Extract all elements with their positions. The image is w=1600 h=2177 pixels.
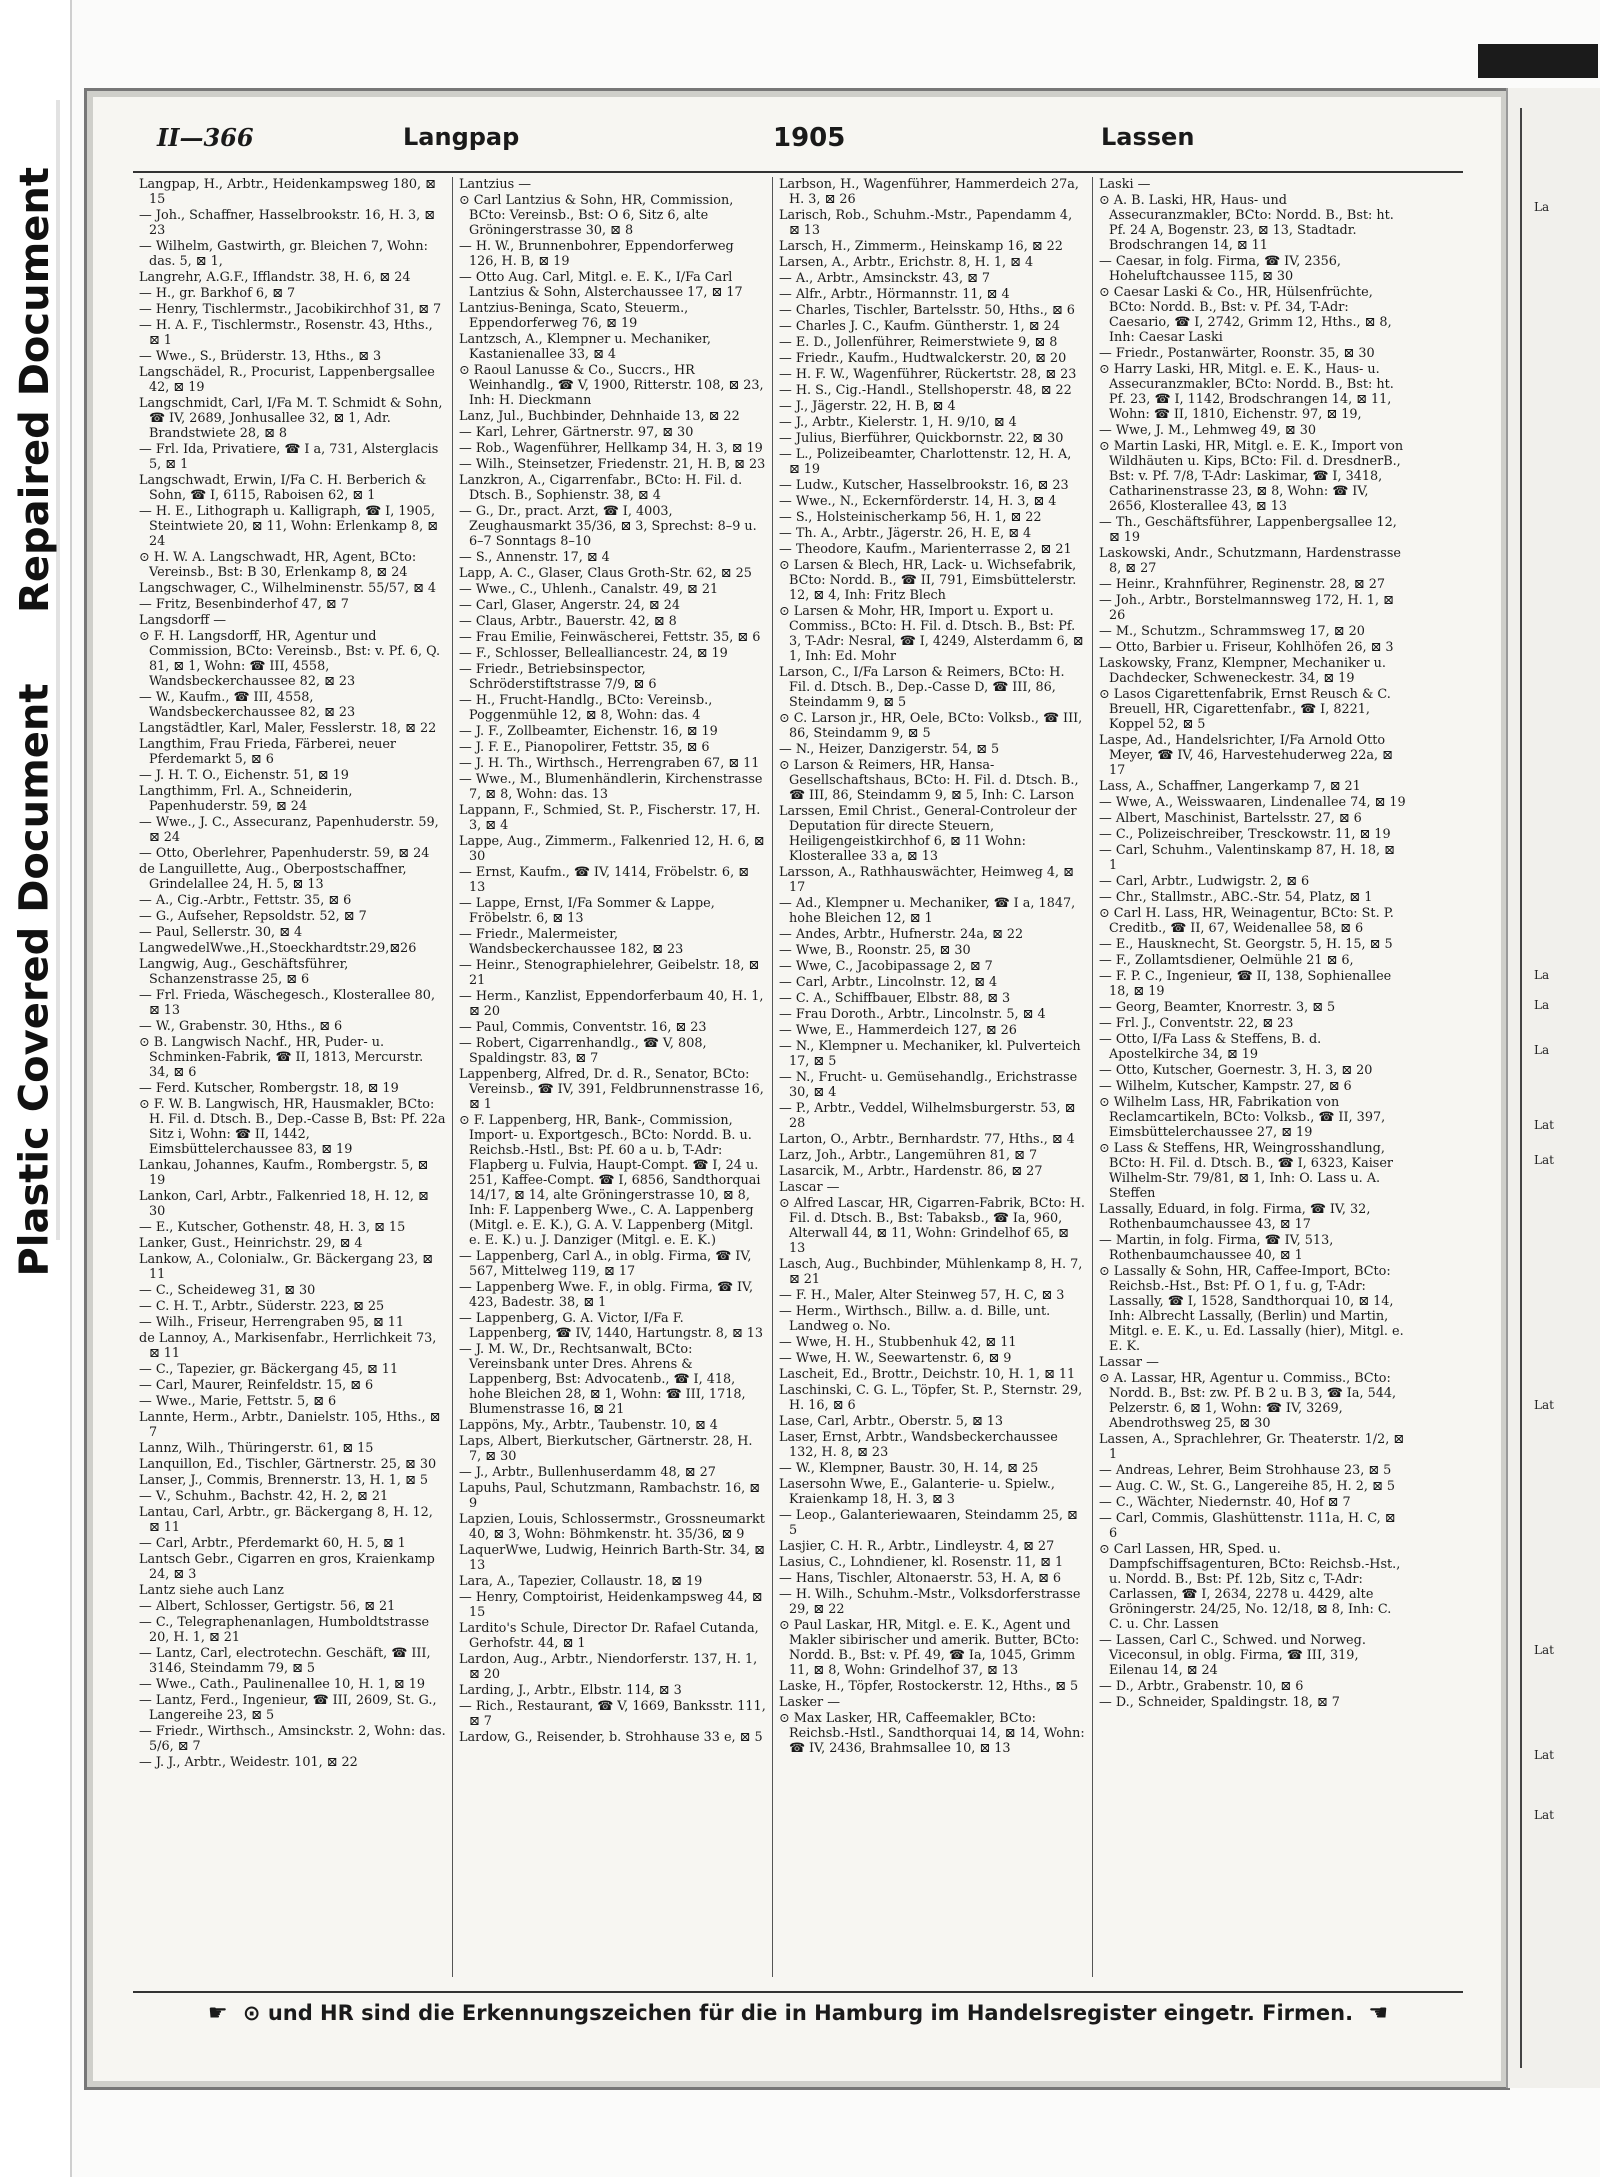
directory-entry: Larbson, H., Wagenführer, Hammerdeich 27a, H. 3, ⊠ 26 [779, 177, 1079, 207]
directory-entry: — Lantz, Carl, electrotechn. Geschäft, ☎ III, 3146, Steindamm 79, ⊠ 5 [139, 1646, 431, 1676]
directory-entry: — F., Zollamtsdiener, Oelmühle 21 ⊠ 6, [1099, 953, 1354, 968]
directory-entry: Lappann, F., Schmied, St. P., Fischerstr. 17, H. 3, ⊠ 4 [459, 803, 761, 833]
directory-entry: — Frl. Frieda, Wäschegesch., Klosterallee 80, ⊠ 13 [139, 988, 436, 1018]
register-footnote [133, 1991, 1463, 2033]
directory-entry: de Languillette, Aug., Oberpostschaffner, Grindelallee 24, H. 5, ⊠ 13 [139, 862, 407, 892]
directory-entry: — H. F. W., Wagenführer, Rückertstr. 28, ⊠ 23 [779, 367, 1077, 382]
directory-entry: — Hans, Tischler, Altonaerstr. 53, H. A, ⊠ 6 [779, 1571, 1062, 1586]
directory-entry: — Lantz, Ferd., Ingenieur, ☎ III, 2609, St. G., Langereihe 23, ⊠ 5 [139, 1693, 437, 1723]
directory-entry: — Otto Aug. Carl, Mitgl. e. E. K., I/Fa Carl Lantzius & Sohn, Alsterchaussee 17, ⊠ 17 [459, 270, 743, 300]
directory-entry: — C., Scheideweg 31, ⊠ 30 [139, 1283, 316, 1298]
directory-entry: ⊙ H. W. A. Langschwadt, HR, Agent, BCto: Vereinsb., Bst: B 30, Erlenkamp 8, ⊠ 24 [139, 550, 417, 580]
directory-entry: Lantau, Carl, Arbtr., gr. Bäckergang 8, H. 12, ⊠ 11 [139, 1505, 433, 1535]
directory-entry: — Paul, Sellerstr. 30, ⊠ 4 [139, 925, 303, 940]
directory-entry: — Lassen, Carl C., Schwed. und Norweg. Viceconsul, in oblg. Firma, ☎ III, 319, Eilenau 14, ⊠ 24 [1099, 1633, 1366, 1678]
directory-entry: — H. S., Cig.-Handl., Stellshoperstr. 48, ⊠ 22 [779, 383, 1072, 398]
directory-entry: Lasarcik, M., Arbtr., Hardenstr. 86, ⊠ 27 [779, 1164, 1043, 1179]
directory-entry: — Friedr., Betriebsinspector, Schröderstiftstrasse 7/9, ⊠ 6 [459, 662, 657, 692]
directory-entry: — Wwe, C., Jacobipassage 2, ⊠ 7 [779, 959, 993, 974]
directory-entry: — W., Grabenstr. 30, Hths., ⊠ 6 [139, 1019, 343, 1034]
edge-fragment: La [1534, 998, 1550, 1012]
directory-entry: Lannte, Herm., Arbtr., Danielstr. 105, Hths., ⊠ 7 [139, 1410, 441, 1440]
directory-entry: ⊙ F. Lappenberg, HR, Bank-, Commission, Import- u. Exportgesch., BCto: Nordd. B. u. Reichsb.-Hstl., Bst: Pf. 60 a u. b, T-Adr: Flapberg u. Fulvia, Haupt-Compt. ☎ I, 24 u. 251, Kaffee-Compt. ☎ I, 6856, Sandthorquai 14/17, ⊠ 14, alte Gröningerstrasse 10, ⊠ 8, Inh: F. Lappenberg Wwe., C. A. Lappenberg (Mitgl. e. E. K.), G. A. V. Lappenberg (Mitgl. e. E. K.) u. J. Danziger (Mitgl. e. E. K.) [459, 1113, 761, 1248]
directory-entry: — Albert, Maschinist, Bartelsstr. 27, ⊠ 6 [1099, 811, 1362, 826]
directory-entry: — Rich., Restaurant, ☎ V, 1669, Banksstr. 111, ⊠ 7 [459, 1699, 766, 1729]
directory-entry: Lanquillon, Ed., Tischler, Gärtnerstr. 25, ⊠ 30 [139, 1457, 437, 1472]
directory-entry: Lassally, Eduard, in folg. Firma, ☎ IV, 32, Rothenbaumchaussee 43, ⊠ 17 [1099, 1202, 1371, 1232]
directory-entry: — Carl, Arbtr., Lincolnstr. 12, ⊠ 4 [779, 975, 998, 990]
directory-entry: ⊙ Paul Laskar, HR, Mitgl. e. E. K., Agent und Makler sibirischer und amerik. Butter, BCto: Nordd. B., Bst: v. Pf. 49, ☎ Ia, 1045, Grimm 11, ⊠ 8, Wohn: Grindelhof 37, ⊠ 13 [779, 1618, 1080, 1678]
directory-entry: — Th., Geschäftsführer, Lappenbergsallee 12, ⊠ 19 [1099, 515, 1397, 545]
directory-entry: ⊙ Raoul Lanusse & Co., Succrs., HR Weinhandlg., ☎ V, 1900, Ritterstr. 108, ⊠ 23, Inh: H. Dieckmann [459, 363, 764, 408]
directory-entry: — W., Klempner, Baustr. 30, H. 14, ⊠ 25 [779, 1461, 1039, 1476]
directory-entry: Lassen, A., Sprachlehrer, Gr. Theaterstr. 1/2, ⊠ 1 [1099, 1432, 1405, 1462]
directory-entry: — V., Schuhm., Bachstr. 42, H. 2, ⊠ 21 [139, 1489, 389, 1504]
directory-entry: — J., Jägerstr. 22, H. B, ⊠ 4 [779, 399, 956, 414]
directory-entry: — H., gr. Barkhof 6, ⊠ 7 [139, 286, 296, 301]
directory-entry: Lardon, Aug., Arbtr., Niendorferstr. 137, H. 1, ⊠ 20 [459, 1652, 758, 1682]
directory-entry: — H. E., Lithograph u. Kalligraph, ☎ I, 1905, Steintwiete 20, ⊠ 11, Wohn: Erlenkamp 8, ⊠ 24 [139, 504, 438, 549]
directory-entry: ⊙ Carl Lantzius & Sohn, HR, Commission, BCto: Vereinsb., Bst: O 6, Sitz 6, alte Gröningerstrasse 30, ⊠ 8 [459, 193, 734, 238]
directory-entry: — Leop., Galanteriewaaren, Steindamm 25, ⊠ 5 [779, 1508, 1078, 1538]
directory-entry: Laski — [1099, 177, 1151, 192]
directory-entry: Lapp, A. C., Glaser, Claus Groth-Str. 62, ⊠ 25 [459, 566, 752, 581]
directory-entry: Lankon, Carl, Arbtr., Falkenried 18, H. 12, ⊠ 30 [139, 1189, 429, 1219]
directory-entry: — Theodore, Kaufm., Marienterrasse 2, ⊠ 21 [779, 542, 1072, 557]
edge-fragment: Lat [1534, 1808, 1554, 1822]
running-head [133, 119, 1463, 173]
directory-entry: — Wilhelm, Kutscher, Kampstr. 27, ⊠ 6 [1099, 1079, 1352, 1094]
directory-entry: Lantzius — [459, 177, 532, 192]
directory-entry: — Carl, Arbtr., Ludwigstr. 2, ⊠ 6 [1099, 874, 1310, 889]
directory-entry: — Friedr., Postanwärter, Roonstr. 35, ⊠ 30 [1099, 346, 1375, 361]
directory-entry: — N., Heizer, Danzigerstr. 54, ⊠ 5 [779, 742, 1000, 757]
edge-fragment: La [1534, 968, 1550, 982]
directory-entry: — S., Annenstr. 17, ⊠ 4 [459, 550, 610, 565]
directory-entry: — Carl, Arbtr., Pferdemarkt 60, H. 5, ⊠ 1 [139, 1536, 406, 1551]
directory-entry: — J., Arbtr., Bullenhuserdamm 48, ⊠ 27 [459, 1465, 716, 1480]
directory-entry: — Herm., Wirthsch., Billw. a. d. Bille, unt. Landweg o. No. [779, 1304, 1051, 1334]
directory-entry: Larding, J., Arbtr., Elbstr. 114, ⊠ 3 [459, 1683, 682, 1698]
directory-entry: — Henry, Comptoirist, Heidenkampsweg 44, ⊠ 15 [459, 1590, 763, 1620]
column-3 [773, 177, 1093, 1977]
directory-entry: Lanz, Jul., Buchbinder, Dehnhaide 13, ⊠ 22 [459, 409, 740, 424]
directory-entry: — A., Cig.-Arbtr., Fettstr. 35, ⊠ 6 [139, 893, 352, 908]
directory-entry: — C., Wächter, Niedernstr. 40, Hof ⊠ 7 [1099, 1495, 1351, 1510]
directory-entry: — Lappenberg Wwe. F., in oblg. Firma, ☎ IV, 423, Badestr. 38, ⊠ 1 [459, 1280, 754, 1310]
directory-entry: — Karl, Lehrer, Gärtnerstr. 97, ⊠ 30 [459, 425, 694, 440]
directory-entry: — Alfr., Arbtr., Hörmannstr. 11, ⊠ 4 [779, 287, 1010, 302]
pointing-hand-icon: ☛ [207, 2001, 228, 2026]
directory-entry: Lass, A., Schaffner, Langerkamp 7, ⊠ 21 [1099, 779, 1361, 794]
directory-entry: — Wwe., M., Blumenhändlerin, Kirchenstrasse 7, ⊠ 8, Wohn: das. 13 [459, 772, 763, 802]
directory-entry: — Wwe, J. M., Lehmweg 49, ⊠ 30 [1099, 423, 1316, 438]
directory-entry: Lappöns, My., Arbtr., Taubenstr. 10, ⊠ 4 [459, 1418, 718, 1433]
directory-entry: ⊙ Larsen & Blech, HR, Lack- u. Wichsefabrik, BCto: Nordd. B., ☎ II, 791, Eimsbüttelerstr. 12, ⊠ 4, Inh: Fritz Blech [779, 558, 1077, 603]
directory-entry: — Frl. J., Conventstr. 22, ⊠ 23 [1099, 1016, 1294, 1031]
directory-page [84, 88, 1510, 2090]
directory-entry: — Friedr., Malermeister, Wandsbeckerchaussee 182, ⊠ 23 [459, 927, 684, 957]
directory-entry: — F. H., Maler, Alter Steinweg 57, H. C, ⊠ 3 [779, 1288, 1065, 1303]
directory-entry: — Otto, Kutscher, Goernestr. 3, H. 3, ⊠ 20 [1099, 1063, 1373, 1078]
directory-entry: — J. H. Th., Wirthsch., Herrengraben 67, ⊠ 11 [459, 756, 760, 771]
directory-entry: ⊙ Lasos Cigarettenfabrik, Ernst Reusch & C. Breuell, HR, Cigarettenfabr., ☎ I, 8221, Koppel 52, ⊠ 5 [1099, 687, 1391, 732]
edge-fragment: Lat [1534, 1118, 1554, 1132]
page-number: II—366 [157, 123, 254, 152]
directory-entry: — Caesar, in folg. Firma, ☎ IV, 2356, Hoheluftchaussee 115, ⊠ 30 [1099, 254, 1341, 284]
edge-fragment: La [1534, 200, 1550, 214]
directory-entry: — Andes, Arbtr., Hufnerstr. 24a, ⊠ 22 [779, 927, 1024, 942]
adjacent-page-edge [1506, 88, 1600, 2088]
directory-entry: — Georg, Beamter, Knorrestr. 3, ⊠ 5 [1099, 1000, 1336, 1015]
directory-entry: Lantzius-Beninga, Scato, Steuerm., Eppendorferweg 76, ⊠ 19 [459, 301, 689, 331]
directory-entry: — Carl, Schuhm., Valentinskamp 87, H. 18, ⊠ 1 [1099, 843, 1395, 873]
directory-entry: Laske, H., Töpfer, Rostockerstr. 12, Hths., ⊠ 5 [779, 1679, 1079, 1694]
directory-entry: — C., Polizeischreiber, Tresckowstr. 11, ⊠ 19 [1099, 827, 1391, 842]
page-content [133, 119, 1463, 2059]
directory-entry: — W., Kaufm., ☎ III, 4558, Wandsbeckerchaussee 82, ⊠ 23 [139, 690, 356, 720]
directory-entry: Lardow, G., Reisender, b. Strohhause 33 e, ⊠ 5 [459, 1730, 763, 1745]
directory-entry: ⊙ Carl Lassen, HR, Sped. u. Dampfschiffsagenturen, BCto: Reichsb.-Hst., u. Nordd. B., Bst: Pf. 12b, Sitz c, T-Adr: Carlassen, ☎ I, 2634, 2278 u. 4429, alte Gröningerstr. 24/25, No. 12/18, ⊠ 8, Inh: C. C. u. Chr. Lassen [1099, 1542, 1401, 1632]
edge-fragment: Lat [1534, 1153, 1554, 1167]
directory-entry: Lappe, Aug., Zimmerm., Falkenried 12, H. 6, ⊠ 30 [459, 834, 765, 864]
directory-entry: — Otto, Oberlehrer, Papenhuderstr. 59, ⊠ 24 [139, 846, 430, 861]
directory-entry: — Friedr., Kaufm., Hudtwalckerstr. 20, ⊠ 20 [779, 351, 1067, 366]
directory-entry: Larssen, Emil Christ., General-Controleur der Deputation für directe Steuern, Heiligengeistkirchhof 6, ⊠ 11 Wohn: Klosterallee 33 a, ⊠ 13 [779, 804, 1077, 864]
directory-entry: ⊙ Larson & Reimers, HR, Hansa-Gesellschaftshaus, BCto: H. Fil. d. Dtsch. B., ☎ III, 86, Steindamm 9, ⊠ 5, Inh: C. Larson [779, 758, 1079, 803]
directory-entry: — Carl, Glaser, Angerstr. 24, ⊠ 24 [459, 598, 680, 613]
directory-entry: Larsen, A., Arbtr., Erichstr. 8, H. 1, ⊠ 4 [779, 255, 1034, 270]
directory-entry: Larsch, H., Zimmerm., Heinskamp 16, ⊠ 22 [779, 239, 1063, 254]
directory-entry: Langschwadt, Erwin, I/Fa C. H. Berberich & Sohn, ☎ I, 6115, Raboisen 62, ⊠ 1 [139, 473, 427, 503]
directory-entry: Langsdorff — [139, 613, 227, 628]
directory-entry: — Wwe, B., Roonstr. 25, ⊠ 30 [779, 943, 971, 958]
directory-entry: — H. W., Brunnenbohrer, Eppendorferweg 126, H. B, ⊠ 19 [459, 239, 734, 269]
directory-entry: ⊙ Wilhelm Lass, HR, Fabrikation von Reclamcartikeln, BCto: Volksb., ☎ II, 397, Eimsbüttelerchaussee 27, ⊠ 19 [1099, 1095, 1386, 1140]
year: 1905 [773, 123, 846, 153]
directory-entry: Larson, C., I/Fa Larson & Reimers, BCto: H. Fil. d. Dtsch. B., Dep.-Casse D, ☎ III, 86, Steindamm 9, ⊠ 5 [779, 665, 1065, 710]
directory-entry: LaquerWwe, Ludwig, Heinrich Barth-Str. 34, ⊠ 13 [459, 1543, 765, 1573]
directory-entry: — E. D., Jollenführer, Reimerstwiete 9, ⊠ 8 [779, 335, 1058, 350]
directory-entry: — J. F. E., Pianopolirer, Fettstr. 35, ⊠ 6 [459, 740, 710, 755]
edge-fragment: Lat [1534, 1398, 1554, 1412]
directory-entry: — J. H. T. O., Eichenstr. 51, ⊠ 19 [139, 768, 349, 783]
directory-entry: Lantz siehe auch Lanz [139, 1583, 284, 1598]
directory-entry: Lappenberg, Alfred, Dr. d. R., Senator, BCto: Vereinsb., ☎ IV, 391, Feldbrunnenstrasse 16, ⊠ 1 [459, 1067, 764, 1112]
directory-entry: — Herm., Kanzlist, Eppendorferbaum 40, H. 1, ⊠ 20 [459, 989, 764, 1019]
directory-entry: Laps, Albert, Bierkutscher, Gärtnerstr. 28, H. 7, ⊠ 30 [459, 1434, 753, 1464]
directory-entry: — Frl. Ida, Privatiere, ☎ I a, 731, Alsterglacis 5, ⊠ 1 [139, 442, 439, 472]
document-status-strip [0, 0, 72, 2177]
directory-entry: — P., Arbtr., Veddel, Wilhelmsburgerstr. 53, ⊠ 28 [779, 1101, 1076, 1131]
directory-entry: Langstädtler, Karl, Maler, Fesslerstr. 18, ⊠ 22 [139, 721, 437, 736]
directory-entry: Lapzien, Louis, Schlossermstr., Grossneumarkt 40, ⊠ 3, Wohn: Böhmkenstr. ht. 35/36, ⊠ 9 [459, 1512, 765, 1542]
directory-entry: — E., Kutscher, Gothenstr. 48, H. 3, ⊠ 15 [139, 1220, 406, 1235]
column-1 [133, 177, 453, 1977]
directory-entry: ⊙ Harry Laski, HR, Mitgl. e. E. K., Haus- u. Assecuranzmakler, BCto: Nordd. B., Bst: ht. Pf. 23, ☎ I, 1142, Brodschrangen 14, ⊠ 11, Wohn: ☎ II, 1810, Eichenstr. 97, ⊠ 19, [1099, 362, 1394, 422]
directory-entry: Lantzsch, A., Klempner u. Mechaniker, Kastanienallee 33, ⊠ 4 [459, 332, 711, 362]
directory-entry: — Ferd. Kutscher, Rombergstr. 18, ⊠ 19 [139, 1081, 399, 1096]
directory-entry: — Wwe., S., Brüderstr. 13, Hths., ⊠ 3 [139, 349, 382, 364]
directory-entry: Langschmidt, Carl, I/Fa M. T. Schmidt & Sohn, ☎ IV, 2689, Jonhusallee 32, ⊠ 1, Adr. Brandstwiete 28, ⊠ 8 [139, 396, 443, 441]
directory-entry: — E., Hausknecht, St. Georgstr. 5, H. 15, ⊠ 5 [1099, 937, 1393, 952]
directory-entry: — N., Klempner u. Mechaniker, kl. Pulverteich 17, ⊠ 5 [779, 1039, 1081, 1069]
directory-entry: — Heinr., Stenographielehrer, Geibelstr. 18, ⊠ 21 [459, 958, 760, 988]
footnote-text: ⊙ und HR sind die Erkennungszeichen für die in Hamburg im Handelsregister eingetr. Firmen. [242, 2001, 1354, 2025]
column-4 [1093, 177, 1413, 1977]
directory-entry: — M., Schutzm., Schrammsweg 17, ⊠ 20 [1099, 624, 1365, 639]
directory-entry: — Wwe, H. W., Seewartenstr. 6, ⊠ 9 [779, 1351, 1012, 1366]
directory-entry: Laschinski, C. G. L., Töpfer, St. P., Sternstr. 29, H. 16, ⊠ 6 [779, 1383, 1083, 1413]
scan-corner-mark [1478, 44, 1598, 78]
directory-entry: Lardito's Schule, Director Dr. Rafael Cutanda, Gerhofstr. 44, ⊠ 1 [459, 1621, 759, 1651]
directory-entry: Lanker, Gust., Heinrichstr. 29, ⊠ 4 [139, 1236, 363, 1251]
directory-entry: Lascheit, Ed., Brottr., Deichstr. 10, H. 1, ⊠ 11 [779, 1367, 1076, 1382]
directory-entry: — Robert, Cigarrenhandlg., ☎ V, 808, Spaldingstr. 83, ⊠ 7 [459, 1036, 707, 1066]
directory-entry: Lasch, Aug., Buchbinder, Mühlenkamp 8, H. 7, ⊠ 21 [779, 1257, 1083, 1287]
directory-entry: — Henry, Tischlermstr., Jacobikirchhof 31, ⊠ 7 [139, 302, 442, 317]
directory-entry: — Albert, Schlosser, Gertigstr. 56, ⊠ 21 [139, 1599, 396, 1614]
directory-entry: ⊙ B. Langwisch Nachf., HR, Puder- u. Schminken-Fabrik, ☎ II, 1813, Mercurstr. 34, ⊠ 6 [139, 1035, 424, 1080]
directory-entry: — C. H. T., Arbtr., Süderstr. 223, ⊠ 25 [139, 1299, 385, 1314]
directory-entry: ⊙ Lassally & Sohn, HR, Caffee-Import, BCto: Reichsb.-Hst., Bst: Pf. O 1, f u. g, T-Adr: Lassally, ☎ I, 1528, Sandthorquai 10, ⊠ 14, Inh: Albrecht Lassally, (Berlin) und Martin, Mitgl. e. E. K., u. Ed. Lassally (hier), Mitgl. e. E. K. [1099, 1264, 1404, 1354]
directory-entry: — Frau Doroth., Arbtr., Lincolnstr. 5, ⊠ 4 [779, 1007, 1046, 1022]
edge-fragment: Lat [1534, 1643, 1554, 1657]
directory-entry: — Lappe, Ernst, I/Fa Sommer & Lappe, Fröbelstr. 6, ⊠ 13 [459, 896, 715, 926]
directory-entry: — Otto, I/Fa Lass & Steffens, B. d. Apostelkirche 34, ⊠ 19 [1099, 1032, 1322, 1062]
directory-entry: Lapuhs, Paul, Schutzmann, Rambachstr. 16, ⊠ 9 [459, 1481, 760, 1511]
directory-entry: — Heinr., Krahnführer, Reginenstr. 28, ⊠ 27 [1099, 577, 1385, 592]
directory-entry: — Andreas, Lehrer, Beim Strohhause 23, ⊠ 5 [1099, 1463, 1392, 1478]
directory-entry: Laskowsky, Franz, Klempner, Mechaniker u. Dachdecker, Schweneckestr. 34, ⊠ 19 [1099, 656, 1386, 686]
directory-entry: de Lannoy, A., Markisenfabr., Herrlichkeit 73, ⊠ 11 [139, 1331, 437, 1361]
directory-entry: — C. A., Schiffbauer, Elbstr. 88, ⊠ 3 [779, 991, 1011, 1006]
directory-entry: — Aug. C. W., St. G., Langereihe 85, H. 2, ⊠ 5 [1099, 1479, 1396, 1494]
directory-entry: Lara, A., Tapezier, Collaustr. 18, ⊠ 19 [459, 1574, 703, 1589]
directory-entry: ⊙ F. H. Langsdorff, HR, Agentur und Commission, BCto: Vereinsb., Bst: v. Pf. 6, Q. 81, ⊠ 1, Wohn: ☎ III, 4558, Wandsbeckerchaussee 82, ⊠ 23 [139, 629, 441, 689]
directory-entry: Langthimm, Frl. A., Schneiderin, Papenhuderstr. 59, ⊠ 24 [139, 784, 353, 814]
directory-entry: — G., Dr., pract. Arzt, ☎ I, 4003, Zeughausmarkt 35/36, ⊠ 3, Sprechst: 8–9 u. 6–7 Sonntags 8–10 [459, 504, 757, 549]
directory-entry: — L., Polizeibeamter, Charlottenstr. 12, H. A, ⊠ 19 [779, 447, 1072, 477]
directory-entry: — Ludw., Kutscher, Hasselbrookstr. 16, ⊠ 23 [779, 478, 1069, 493]
directory-entry: ⊙ A. B. Laski, HR, Haus- und Assecuranzmakler, BCto: Nordd. B., Bst: ht. Pf. 24 A, Bogenstr. 23, ⊠ 13, Stadtadr. Brodschrangen 14, ⊠ 11 [1099, 193, 1394, 253]
directory-entry: — D., Arbtr., Grabenstr. 10, ⊠ 6 [1099, 1679, 1304, 1694]
directory-entry: Larton, O., Arbtr., Bernhardstr. 77, Hths., ⊠ 4 [779, 1132, 1075, 1147]
pointing-hand-icon: ☚ [1368, 2001, 1389, 2026]
directory-entry: — Charles, Tischler, Bartelsstr. 50, Hths., ⊠ 6 [779, 303, 1075, 318]
directory-entry: ⊙ F. W. B. Langwisch, HR, Hausmakler, BCto: H. Fil. d. Dtsch. B., Dep.-Casse B, Bst: Pf. 22a Sitz i, Wohn: ☎ II, 1442, Eimsbüttelerchaussee 83, ⊠ 19 [139, 1097, 446, 1157]
directory-entry: ⊙ C. Larson jr., HR, Oele, BCto: Volksb., ☎ III, 86, Steindamm 9, ⊠ 5 [779, 711, 1083, 741]
directory-entry: — Frau Emilie, Feinwäscherei, Fettstr. 35, ⊠ 6 [459, 630, 761, 645]
directory-entry: Lannz, Wilh., Thüringerstr. 61, ⊠ 15 [139, 1441, 374, 1456]
directory-entry: — Wilh., Friseur, Herrengraben 95, ⊠ 11 [139, 1315, 405, 1330]
directory-entry: — Martin, in folg. Firma, ☎ IV, 513, Rothenbaumchaussee 40, ⊠ 1 [1099, 1233, 1334, 1263]
directory-entry: — A., Arbtr., Amsinckstr. 43, ⊠ 7 [779, 271, 991, 286]
directory-entry: Lankow, A., Colonialw., Gr. Bäckergang 23, ⊠ 11 [139, 1252, 434, 1282]
directory-entry: — Ad., Klempner u. Mechaniker, ☎ I a, 1847, hohe Bleichen 12, ⊠ 1 [779, 896, 1076, 926]
directory-entry: — G., Aufseher, Repsoldstr. 52, ⊠ 7 [139, 909, 367, 924]
directory-entry: ⊙ Caesar Laski & Co., HR, Hülsenfrüchte, BCto: Nordd. B., Bst: v. Pf. 34, T-Adr: Caesario, ☎ I, 2742, Grimm 12, Hths., ⊠ 8, Inh: Caesar Laski [1099, 285, 1392, 345]
edge-fragment: La [1534, 1043, 1550, 1057]
directory-entry: — C., Tapezier, gr. Bäckergang 45, ⊠ 11 [139, 1362, 399, 1377]
directory-entry: — Lappenberg, Carl A., in oblg. Firma, ☎ IV, 567, Mittelweg 119, ⊠ 17 [459, 1249, 752, 1279]
directory-entry: — Wwe., C., Uhlenh., Canalstr. 49, ⊠ 21 [459, 582, 719, 597]
directory-entry: Langschwager, C., Wilhelminenstr. 55/57, ⊠ 4 [139, 581, 437, 596]
directory-entry: — Otto, Barbier u. Friseur, Kohlhöfen 26, ⊠ 3 [1099, 640, 1394, 655]
directory-entry: Larz, Joh., Arbtr., Langemühren 81, ⊠ 7 [779, 1148, 1038, 1163]
directory-entry: — H. Wilh., Schuhm.-Mstr., Volksdorferstrasse 29, ⊠ 22 [779, 1587, 1081, 1617]
directory-entry: Larisch, Rob., Schuhm.-Mstr., Papendamm 4, ⊠ 13 [779, 208, 1073, 238]
directory-entry: — J., Arbtr., Kielerstr. 1, H. 9/10, ⊠ 4 [779, 415, 1017, 430]
directory-entry: — J. J., Arbtr., Weidestr. 101, ⊠ 22 [139, 1755, 358, 1770]
directory-entry: — Paul, Commis, Conventstr. 16, ⊠ 23 [459, 1020, 707, 1035]
directory-entry: — Charles J. C., Kaufm. Güntherstr. 1, ⊠ 24 [779, 319, 1060, 334]
directory-entry: — C., Telegraphenanlagen, Humboldtstrasse 20, H. 1, ⊠ 21 [139, 1615, 430, 1645]
directory-entry: — Wwe, H. H., Stubbenhuk 42, ⊠ 11 [779, 1335, 1017, 1350]
directory-entry: — Fritz, Besenbinderhof 47, ⊠ 7 [139, 597, 349, 612]
directory-entry: Laskowski, Andr., Schutzmann, Hardenstrasse 8, ⊠ 27 [1099, 546, 1402, 576]
directory-entry: — H., Frucht-Handlg., BCto: Vereinsb., Poggenmühle 12, ⊠ 8, Wohn: das. 4 [459, 693, 713, 723]
directory-entry: Lasius, C., Lohndiener, kl. Rosenstr. 11, ⊠ 1 [779, 1555, 1064, 1570]
directory-entry: — H. A. F., Tischlermstr., Rosenstr. 43, Hths., ⊠ 1 [139, 318, 433, 348]
directory-entry: — F., Schlosser, Bellealliancestr. 24, ⊠ 19 [459, 646, 728, 661]
directory-entry: Lasjier, C. H. R., Arbtr., Lindleystr. 4, ⊠ 27 [779, 1539, 1055, 1554]
directory-entry: — Friedr., Wirthsch., Amsinckstr. 2, Wohn: das. 5/6, ⊠ 7 [139, 1724, 446, 1754]
directory-entry: Lantsch Gebr., Cigarren en gros, Kraienkamp 24, ⊠ 3 [139, 1552, 435, 1582]
catchword-last: Lassen [1101, 123, 1195, 151]
directory-entry: Lassar — [1099, 1355, 1159, 1370]
directory-entry: — Claus, Arbtr., Bauerstr. 42, ⊠ 8 [459, 614, 677, 629]
directory-entry: Lasersohn Wwe, E., Galanterie- u. Spielw., Kraienkamp 18, H. 3, ⊠ 3 [779, 1477, 1055, 1507]
directory-entry: — Wwe., J. C., Assecuranz, Papenhuderstr. 59, ⊠ 24 [139, 815, 439, 845]
directory-entry: — Th. A., Arbtr., Jägerstr. 26, H. E, ⊠ 4 [779, 526, 1032, 541]
directory-entry: — Wwe, A., Weisswaaren, Lindenallee 74, ⊠ 19 [1099, 795, 1406, 810]
directory-entry: — Wilhelm, Gastwirth, gr. Bleichen 7, Wohn: das. 5, ⊠ 1, [139, 239, 428, 269]
repaired-document-label: Repaired Document [12, 167, 58, 613]
directory-entry: ⊙ Larsen & Mohr, HR, Import u. Export u. Commiss., BCto: H. Fil. d. Dtsch. B., Bst: Pf. 3, T-Adr: Nesral, ☎ I, 4249, Alsterdamm 6, ⊠ 1, Inh: Ed. Mohr [779, 604, 1084, 664]
directory-entry: ⊙ A. Lassar, HR, Agentur u. Commiss., BCto: Nordd. B., Bst: zw. Pf. B 2 u. B 3, ☎ Ia, 544, Pelzerstr. 6, ⊠ 1, Wohn: ☎ IV, 3269, Abendrothsweg 25, ⊠ 30 [1099, 1371, 1397, 1431]
directory-entry: Lankau, Johannes, Kaufm., Rombergstr. 5, ⊠ 19 [139, 1158, 429, 1188]
directory-entry: — Wwe., Cath., Paulinenallee 10, H. 1, ⊠ 19 [139, 1677, 425, 1692]
directory-entry: — Joh., Arbtr., Borstelmannsweg 172, H. 1, ⊠ 26 [1099, 593, 1394, 623]
directory-entry: — Julius, Bierführer, Quickbornstr. 22, ⊠ 30 [779, 431, 1064, 446]
directory-entry: — N., Frucht- u. Gemüsehandlg., Erichstrasse 30, ⊠ 4 [779, 1070, 1078, 1100]
directory-entry: ⊙ Max Lasker, HR, Caffeemakler, BCto: Reichsb.-Hstl., Sandthorquai 14, ⊠ 14, Wohn: ☎ IV, 2436, Brahmsallee 10, ⊠ 13 [779, 1711, 1085, 1756]
edge-fragment: Lat [1534, 1748, 1554, 1762]
directory-entry: — Ernst, Kaufm., ☎ IV, 1414, Fröbelstr. 6, ⊠ 13 [459, 865, 749, 895]
directory-entry: — Rob., Wagenführer, Hellkamp 34, H. 3, ⊠ 19 [459, 441, 763, 456]
directory-entry: — J. M. W., Dr., Rechtsanwalt, BCto: Vereinsbank unter Dres. Ahrens & Lappenberg, Bst: Advocatenb., ☎ I, 418, hohe Bleichen 28, ⊠ 1, Wohn: ☎ III, 1718, Blumenstrasse 16, ⊠ 21 [459, 1342, 746, 1417]
directory-entry: Laser, Ernst, Arbtr., Wandsbeckerchaussee 132, H. 8, ⊠ 23 [779, 1430, 1058, 1460]
directory-entry: — Carl, Maurer, Reinfeldstr. 15, ⊠ 6 [139, 1378, 374, 1393]
directory-entry: — Wwe., Marie, Fettstr. 5, ⊠ 6 [139, 1394, 337, 1409]
directory-entry: — Joh., Schaffner, Hasselbrookstr. 16, H. 3, ⊠ 23 [139, 208, 436, 238]
directory-entry: — Chr., Stallmstr., ABC.-Str. 54, Platz, ⊠ 1 [1099, 890, 1373, 905]
directory-entry: Langwig, Aug., Geschäftsführer, Schanzenstrasse 25, ⊠ 6 [139, 957, 349, 987]
directory-entry: Lasker — [779, 1695, 841, 1710]
page-edge-rule [1520, 108, 1522, 2068]
directory-entry: — S., Holsteinischerkamp 56, H. 1, ⊠ 22 [779, 510, 1042, 525]
directory-entry: Lascar — [779, 1180, 840, 1195]
directory-entry: — Wilh., Steinsetzer, Friedenstr. 21, H. B, ⊠ 23 [459, 457, 766, 472]
plastic-covered-document-label: Plastic Covered Document [12, 683, 58, 1277]
directory-entry: LangwedelWwe.,H.,Stoeckhardtstr.29,⊠26 [139, 941, 417, 956]
directory-entry: Lase, Carl, Arbtr., Oberstr. 5, ⊠ 13 [779, 1414, 1004, 1429]
directory-entry: — Lappenberg, G. A. Victor, I/Fa F. Lappenberg, ☎ IV, 1440, Hartungstr. 8, ⊠ 13 [459, 1311, 764, 1341]
directory-entry: Langpap, H., Arbtr., Heidenkampsweg 180, ⊠ 15 [139, 177, 436, 207]
directory-entry: — J. F., Zollbeamter, Eichenstr. 16, ⊠ 19 [459, 724, 718, 739]
directory-entry: Langrehr, A.G.F., Ifflandstr. 38, H. 6, ⊠ 24 [139, 270, 411, 285]
directory-entry: Lanser, J., Commis, Brennerstr. 13, H. 1, ⊠ 5 [139, 1473, 429, 1488]
directory-entry: Laspe, Ad., Handelsrichter, I/Fa Arnold Otto Meyer, ☎ IV, 46, Harvestehuderweg 22a, ⊠ 17 [1099, 733, 1393, 778]
directory-entry: — Wwe, E., Hammerdeich 127, ⊠ 26 [779, 1023, 1017, 1038]
directory-entry: ⊙ Lass & Steffens, HR, Weingrosshandlung, BCto: H. Fil. d. Dtsch. B., ☎ I, 6323, Kaiser Wilhelm-Str. 79/81, ⊠ 1, Inh: O. Lass u. A. Steffen [1099, 1141, 1394, 1201]
directory-entry: Larsson, A., Rathhauswächter, Heimweg 4, ⊠ 17 [779, 865, 1074, 895]
directory-entry: — Wwe., N., Eckernförderstr. 14, H. 3, ⊠ 4 [779, 494, 1057, 509]
directory-entry: Langthim, Frau Frieda, Färberei, neuer Pferdemarkt 5, ⊠ 6 [139, 737, 397, 767]
directory-entry: Lanzkron, A., Cigarrenfabr., BCto: H. Fil. d. Dtsch. B., Sophienstr. 38, ⊠ 4 [459, 473, 743, 503]
directory-entry: Langschädel, R., Procurist, Lappenbergsallee 42, ⊠ 19 [139, 365, 435, 395]
directory-entry: ⊙ Alfred Lascar, HR, Cigarren-Fabrik, BCto: H. Fil. d. Dtsch. B., Bst: Tabaksb., ☎ Ia, 960, Alterwall 44, ⊠ 11, Wohn: Grindelhof 65, ⊠ 13 [779, 1196, 1085, 1256]
column-2 [453, 177, 773, 1977]
catchword-first: Langpap [403, 123, 520, 151]
directory-entry: — F. P. C., Ingenieur, ☎ II, 138, Sophienallee 18, ⊠ 19 [1099, 969, 1392, 999]
directory-entry: — D., Schneider, Spaldingstr. 18, ⊠ 7 [1099, 1695, 1340, 1710]
directory-entry: — Carl, Commis, Glashüttenstr. 111a, H. C, ⊠ 6 [1099, 1511, 1396, 1541]
entry-columns [133, 177, 1463, 1977]
directory-entry: ⊙ Martin Laski, HR, Mitgl. e. E. K., Import von Wildhäuten u. Kips, BCto: Fil. d. DresdnerB., Bst: v. Pf. 7/8, T-Adr: Laskimar, ☎ I, 3418, Catharinenstrasse 23, ⊠ 8, Wohn: ☎ IV, 2656, Klosterallee 43, ⊠ 13 [1099, 439, 1404, 514]
directory-entry: ⊙ Carl H. Lass, HR, Weinagentur, BCto: St. P. Creditb., ☎ II, 67, Weidenallee 58, ⊠ 6 [1099, 906, 1394, 936]
